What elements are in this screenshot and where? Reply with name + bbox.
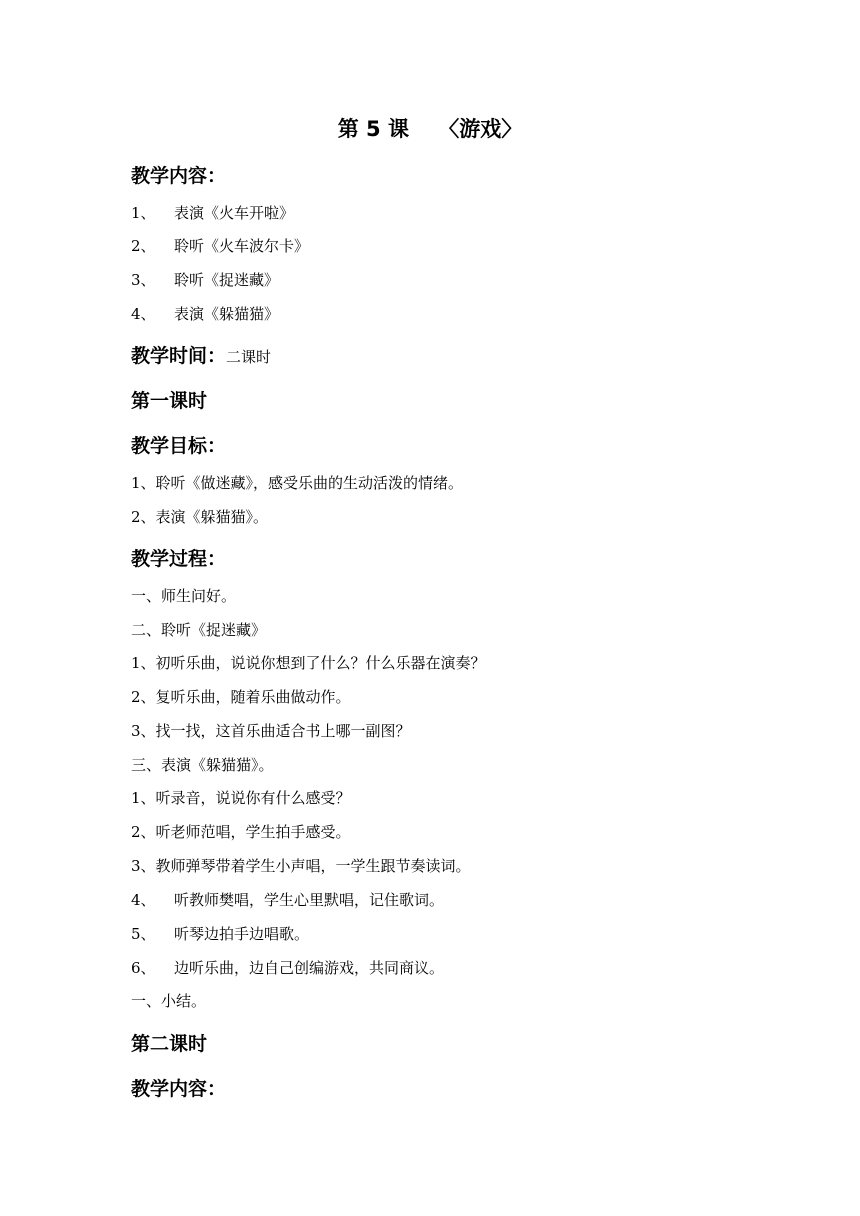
process-item: 2、复听乐曲，随着乐曲做动作。 [131, 688, 351, 706]
process-step [131, 889, 444, 910]
process-item: 一、师生问好。 [131, 587, 237, 605]
item-number: 1、 [131, 204, 156, 222]
item-text: 聆听《捉迷藏》 [174, 271, 280, 289]
goals-heading: 教学目标： [131, 435, 227, 457]
page-title: 第 5 课 〈游戏〉 [337, 117, 523, 141]
process-item: 3、找一找，这首乐曲适合书上哪一副图？ [131, 722, 411, 740]
goal-item: 2、表演《躲猫猫》。 [131, 508, 269, 526]
step-number: 5、 [131, 925, 156, 943]
process-step [131, 957, 444, 978]
process-item: 3、教师弹琴带着学生小声唱，一学生跟节奏读词。 [131, 857, 471, 875]
time-heading [131, 341, 271, 368]
step-number: 4、 [131, 891, 156, 909]
content-item [131, 235, 309, 256]
content-heading: 教学内容： [131, 165, 227, 187]
process-item: 2、听老师范唱，学生拍手感受。 [131, 823, 351, 841]
item-text: 表演《躲猫猫》 [174, 305, 280, 323]
content-item [131, 202, 294, 223]
process-heading: 教学过程： [131, 548, 227, 570]
time-value: 二课时 [226, 348, 272, 366]
time-label: 教学时间： [131, 345, 227, 367]
process-item: 二、聆听《捉迷藏》 [131, 621, 267, 639]
item-text: 表演《火车开啦》 [174, 204, 295, 222]
step-text: 边听乐曲，边自己创编游戏，共同商议。 [174, 959, 445, 977]
process-item: 三、表演《躲猫猫》。 [131, 756, 274, 774]
lesson1-heading: 第一课时 [131, 390, 208, 412]
process-item: 1、听录音，说说你有什么感受？ [131, 789, 351, 807]
content-item [131, 303, 279, 324]
step-number: 6、 [131, 959, 156, 977]
process-step [131, 923, 309, 944]
lesson2-heading: 第二课时 [131, 1033, 208, 1055]
item-number: 3、 [131, 271, 156, 289]
lesson2-content-heading: 教学内容： [131, 1078, 227, 1100]
item-number: 2、 [131, 237, 156, 255]
step-text: 听教师樊唱，学生心里默唱，记住歌词。 [174, 891, 445, 909]
goal-item: 1、聆听《做迷藏》，感受乐曲的生动活泼的情绪。 [131, 474, 464, 492]
step-text: 听琴边拍手边唱歌。 [174, 925, 310, 943]
item-number: 4、 [131, 305, 156, 323]
summary-item: 一、小结。 [131, 992, 207, 1010]
item-text: 聆听《火车波尔卡》 [174, 237, 310, 255]
process-item: 1、初听乐曲，说说你想到了什么？什么乐器在演奏？ [131, 654, 486, 672]
content-item [131, 269, 279, 290]
